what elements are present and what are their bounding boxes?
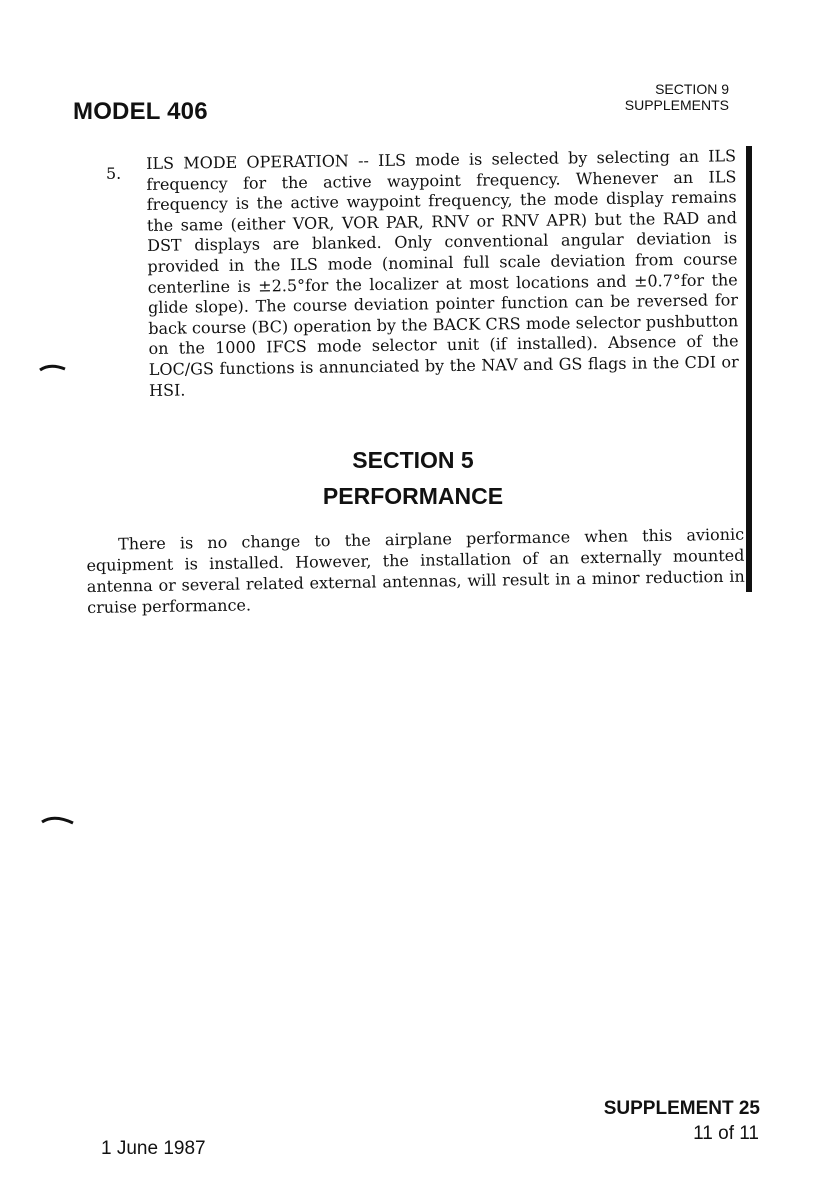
model-title: MODEL 406: [73, 98, 208, 125]
section-number: SECTION 9: [655, 81, 729, 97]
supplement-number: SUPPLEMENT 25: [603, 1098, 760, 1119]
ils-mode-paragraph: ILS MODE OPERATION -- ILS mode is selected by selecting an ILS frequency for the active waypoint frequency. Whenever an ILS frequency is the active waypoint frequency, the mode display remains the same (either VOR, VOR PAR, RNV or RNV APR) but the RAD and DST displays are blanked. Only conventional angular deviation is provided in the ILS mode (nominal full scale deviation from course centerline is ±2.5°for the localizer at most locations and ±0.7°for the glide slope). The course deviation pointer function can be reversed for back course (BC) operation by the BACK CRS mode selector pushbutton on the 1000 IFCS mode selector unit (if installed). Absence of the LOC/GS functions is annunciated by the NAV and GS flags in the CDI or HSI.: [146, 146, 739, 400]
page-number: 11 of 11: [693, 1123, 759, 1144]
binding-mark-upper: [38, 362, 68, 372]
binding-mark-lower: [40, 814, 76, 826]
section-header: [625, 81, 729, 113]
section5-title: SECTION 5: [352, 447, 474, 473]
revision-change-bar: [746, 146, 752, 592]
section5-subtitle: PERFORMANCE: [322, 483, 504, 509]
performance-text: There is no change to the airplane performance when this avionic equipment is installed. However, the installation of an externally mounted antenna or several related external antennas, will result in a minor reduction in cruise performance.: [86, 524, 745, 617]
performance-paragraph: [86, 524, 745, 618]
revision-date: 1 June 1987: [101, 1138, 206, 1159]
paragraph-indent: [86, 549, 118, 550]
section-name: SUPPLEMENTS: [624, 97, 729, 113]
item-number: 5.: [106, 164, 122, 183]
